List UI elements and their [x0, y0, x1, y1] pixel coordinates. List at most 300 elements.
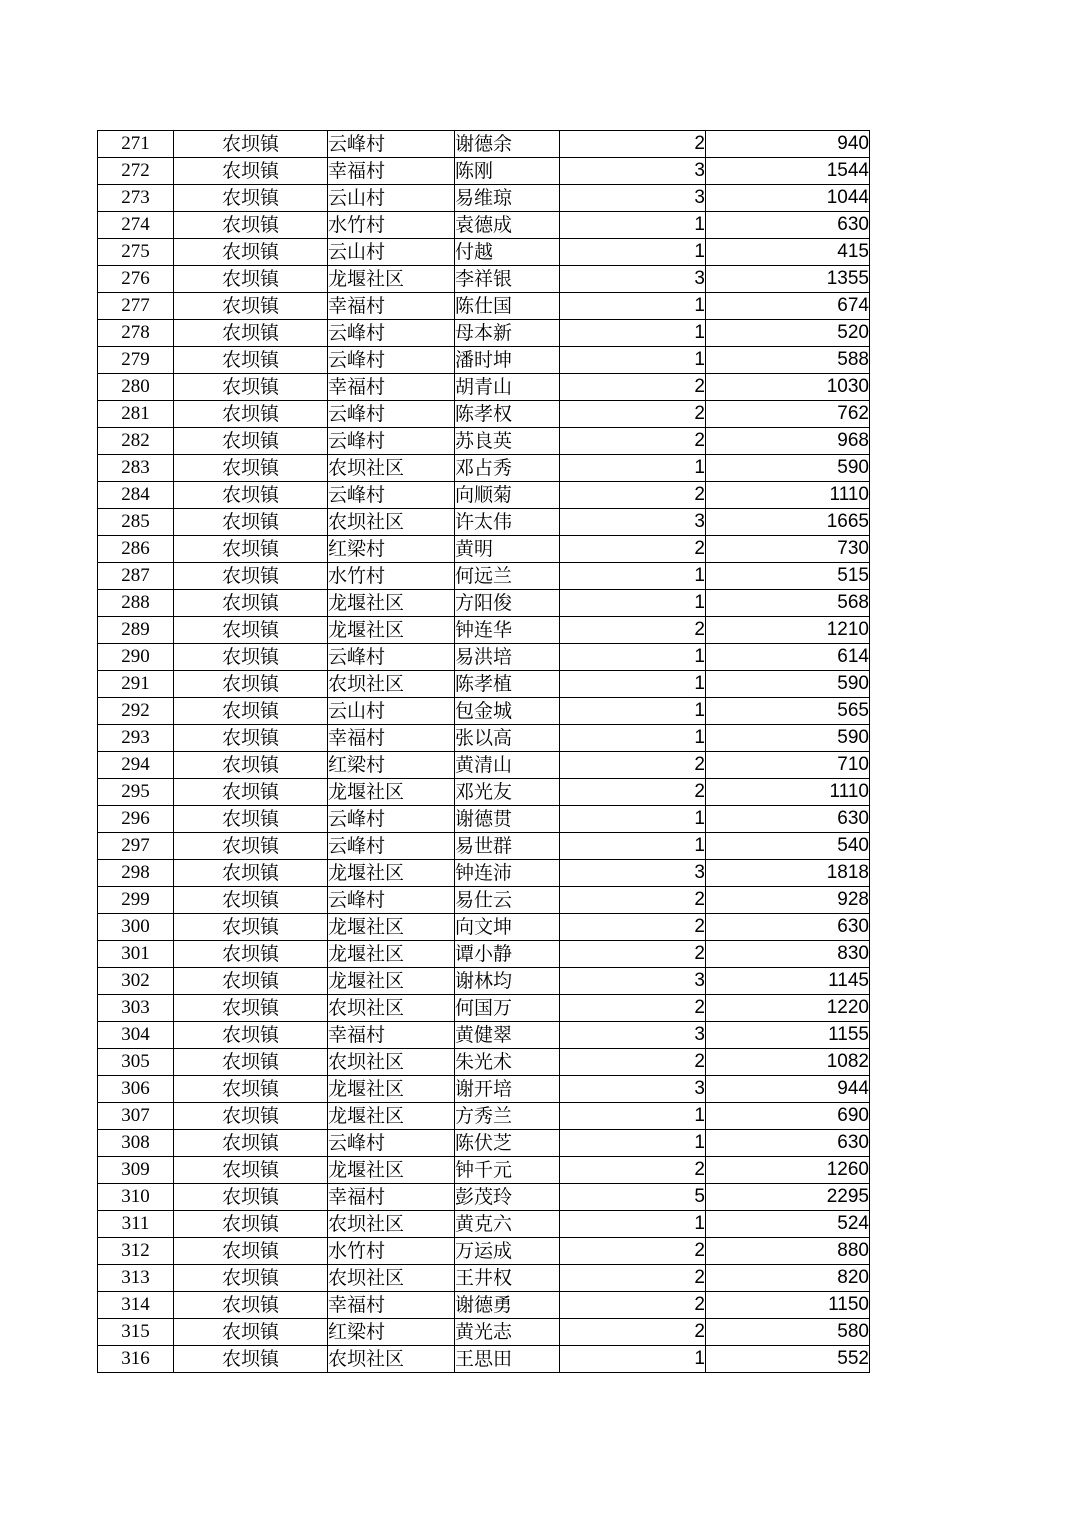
amount-cell: 524: [706, 1211, 870, 1238]
household-count-cell: 1: [560, 239, 706, 266]
town-cell: 农坝镇: [174, 1265, 328, 1292]
household-count-cell: 2: [560, 941, 706, 968]
town-cell: 农坝镇: [174, 617, 328, 644]
town-cell: 农坝镇: [174, 347, 328, 374]
name-cell: 方秀兰: [455, 1103, 560, 1130]
amount-cell: 1544: [706, 158, 870, 185]
household-count-cell: 1: [560, 347, 706, 374]
household-count-cell: 1: [560, 1103, 706, 1130]
name-cell: 何国万: [455, 995, 560, 1022]
household-count-cell: 2: [560, 1238, 706, 1265]
household-count-cell: 3: [560, 266, 706, 293]
village-cell: 云山村: [328, 185, 455, 212]
table-row: [98, 1319, 870, 1346]
table-row: [98, 158, 870, 185]
name-cell: 母本新: [455, 320, 560, 347]
town-cell: 农坝镇: [174, 482, 328, 509]
row-number-cell: 290: [98, 644, 174, 671]
town-cell: 农坝镇: [174, 428, 328, 455]
row-number-cell: 304: [98, 1022, 174, 1049]
name-cell: 陈孝植: [455, 671, 560, 698]
table-body: [98, 131, 870, 1373]
town-cell: 农坝镇: [174, 1103, 328, 1130]
village-cell: 云峰村: [328, 401, 455, 428]
household-count-cell: 1: [560, 833, 706, 860]
town-cell: 农坝镇: [174, 590, 328, 617]
name-cell: 许太伟: [455, 509, 560, 536]
table-row: [98, 131, 870, 158]
table-row: [98, 563, 870, 590]
row-number-cell: 289: [98, 617, 174, 644]
amount-cell: 730: [706, 536, 870, 563]
town-cell: 农坝镇: [174, 374, 328, 401]
town-cell: 农坝镇: [174, 131, 328, 158]
table-row: [98, 887, 870, 914]
amount-cell: 674: [706, 293, 870, 320]
household-count-cell: 3: [560, 968, 706, 995]
name-cell: 钟连华: [455, 617, 560, 644]
table-row: [98, 1265, 870, 1292]
name-cell: 易仕云: [455, 887, 560, 914]
town-cell: 农坝镇: [174, 320, 328, 347]
name-cell: 陈孝权: [455, 401, 560, 428]
amount-cell: 2295: [706, 1184, 870, 1211]
row-number-cell: 275: [98, 239, 174, 266]
household-count-cell: 3: [560, 860, 706, 887]
name-cell: 万运成: [455, 1238, 560, 1265]
household-count-cell: 2: [560, 482, 706, 509]
name-cell: 谢德贯: [455, 806, 560, 833]
name-cell: 何远兰: [455, 563, 560, 590]
amount-cell: 540: [706, 833, 870, 860]
amount-cell: 588: [706, 347, 870, 374]
town-cell: 农坝镇: [174, 1238, 328, 1265]
household-count-cell: 1: [560, 1346, 706, 1373]
name-cell: 谭小静: [455, 941, 560, 968]
row-number-cell: 313: [98, 1265, 174, 1292]
name-cell: 李祥银: [455, 266, 560, 293]
row-number-cell: 283: [98, 455, 174, 482]
amount-cell: 1818: [706, 860, 870, 887]
amount-cell: 1220: [706, 995, 870, 1022]
name-cell: 易世群: [455, 833, 560, 860]
table-row: [98, 1184, 870, 1211]
village-cell: 云峰村: [328, 833, 455, 860]
household-count-cell: 5: [560, 1184, 706, 1211]
household-count-cell: 2: [560, 617, 706, 644]
table-row: [98, 1076, 870, 1103]
table-row: [98, 374, 870, 401]
table-row: [98, 590, 870, 617]
household-count-cell: 2: [560, 1319, 706, 1346]
table-row: [98, 266, 870, 293]
row-number-cell: 274: [98, 212, 174, 239]
amount-cell: 944: [706, 1076, 870, 1103]
table-row: [98, 1103, 870, 1130]
village-cell: 幸福村: [328, 158, 455, 185]
row-number-cell: 282: [98, 428, 174, 455]
town-cell: 农坝镇: [174, 1049, 328, 1076]
village-cell: 云山村: [328, 698, 455, 725]
household-count-cell: 1: [560, 806, 706, 833]
table-row: [98, 644, 870, 671]
amount-cell: 1145: [706, 968, 870, 995]
household-count-cell: 2: [560, 779, 706, 806]
name-cell: 谢开培: [455, 1076, 560, 1103]
village-cell: 水竹村: [328, 212, 455, 239]
table-row: [98, 1022, 870, 1049]
town-cell: 农坝镇: [174, 158, 328, 185]
town-cell: 农坝镇: [174, 1022, 328, 1049]
village-cell: 云峰村: [328, 131, 455, 158]
row-number-cell: 297: [98, 833, 174, 860]
household-count-cell: 1: [560, 1211, 706, 1238]
row-number-cell: 271: [98, 131, 174, 158]
village-cell: 农坝社区: [328, 671, 455, 698]
village-cell: 龙堰社区: [328, 617, 455, 644]
household-count-cell: 1: [560, 455, 706, 482]
town-cell: 农坝镇: [174, 779, 328, 806]
village-cell: 龙堰社区: [328, 590, 455, 617]
household-count-cell: 2: [560, 1265, 706, 1292]
row-number-cell: 310: [98, 1184, 174, 1211]
village-cell: 云山村: [328, 239, 455, 266]
row-number-cell: 305: [98, 1049, 174, 1076]
table-row: [98, 455, 870, 482]
village-cell: 农坝社区: [328, 995, 455, 1022]
household-count-cell: 3: [560, 1022, 706, 1049]
village-cell: 水竹村: [328, 563, 455, 590]
village-cell: 龙堰社区: [328, 1076, 455, 1103]
village-cell: 云峰村: [328, 887, 455, 914]
name-cell: 苏良英: [455, 428, 560, 455]
amount-cell: 1665: [706, 509, 870, 536]
village-cell: 农坝社区: [328, 1265, 455, 1292]
household-count-cell: 1: [560, 644, 706, 671]
table-row: [98, 671, 870, 698]
household-count-cell: 2: [560, 401, 706, 428]
town-cell: 农坝镇: [174, 401, 328, 428]
row-number-cell: 316: [98, 1346, 174, 1373]
village-cell: 农坝社区: [328, 509, 455, 536]
household-count-cell: 2: [560, 995, 706, 1022]
amount-cell: 1110: [706, 482, 870, 509]
table-row: [98, 779, 870, 806]
row-number-cell: 306: [98, 1076, 174, 1103]
household-count-cell: 3: [560, 509, 706, 536]
table-row: [98, 428, 870, 455]
town-cell: 农坝镇: [174, 887, 328, 914]
household-count-cell: 1: [560, 671, 706, 698]
amount-cell: 1210: [706, 617, 870, 644]
name-cell: 谢德余: [455, 131, 560, 158]
table-row: [98, 185, 870, 212]
amount-cell: 1150: [706, 1292, 870, 1319]
name-cell: 黄克六: [455, 1211, 560, 1238]
name-cell: 彭茂玲: [455, 1184, 560, 1211]
amount-cell: 1030: [706, 374, 870, 401]
household-count-cell: 2: [560, 428, 706, 455]
name-cell: 朱光术: [455, 1049, 560, 1076]
household-count-cell: 2: [560, 1157, 706, 1184]
row-number-cell: 272: [98, 158, 174, 185]
name-cell: 钟千元: [455, 1157, 560, 1184]
village-cell: 幸福村: [328, 725, 455, 752]
village-cell: 云峰村: [328, 644, 455, 671]
town-cell: 农坝镇: [174, 1184, 328, 1211]
row-number-cell: 280: [98, 374, 174, 401]
village-cell: 云峰村: [328, 428, 455, 455]
name-cell: 张以高: [455, 725, 560, 752]
row-number-cell: 296: [98, 806, 174, 833]
town-cell: 农坝镇: [174, 563, 328, 590]
table-row: [98, 1157, 870, 1184]
town-cell: 农坝镇: [174, 266, 328, 293]
amount-cell: 830: [706, 941, 870, 968]
row-number-cell: 314: [98, 1292, 174, 1319]
village-cell: 龙堰社区: [328, 860, 455, 887]
village-cell: 云峰村: [328, 1130, 455, 1157]
amount-cell: 940: [706, 131, 870, 158]
name-cell: 易洪培: [455, 644, 560, 671]
village-cell: 龙堰社区: [328, 914, 455, 941]
village-cell: 幸福村: [328, 293, 455, 320]
table-row: [98, 320, 870, 347]
row-number-cell: 315: [98, 1319, 174, 1346]
row-number-cell: 295: [98, 779, 174, 806]
household-count-cell: 2: [560, 887, 706, 914]
row-number-cell: 273: [98, 185, 174, 212]
row-number-cell: 277: [98, 293, 174, 320]
amount-cell: 630: [706, 914, 870, 941]
row-number-cell: 287: [98, 563, 174, 590]
town-cell: 农坝镇: [174, 293, 328, 320]
name-cell: 易维琼: [455, 185, 560, 212]
amount-cell: 590: [706, 455, 870, 482]
town-cell: 农坝镇: [174, 1130, 328, 1157]
row-number-cell: 300: [98, 914, 174, 941]
village-cell: 云峰村: [328, 482, 455, 509]
amount-cell: 580: [706, 1319, 870, 1346]
name-cell: 邓光友: [455, 779, 560, 806]
name-cell: 胡青山: [455, 374, 560, 401]
row-number-cell: 312: [98, 1238, 174, 1265]
row-number-cell: 281: [98, 401, 174, 428]
amount-cell: 614: [706, 644, 870, 671]
amount-cell: 630: [706, 1130, 870, 1157]
village-cell: 云峰村: [328, 806, 455, 833]
amount-cell: 762: [706, 401, 870, 428]
name-cell: 邓占秀: [455, 455, 560, 482]
amount-cell: 590: [706, 725, 870, 752]
amount-cell: 1260: [706, 1157, 870, 1184]
household-count-cell: 3: [560, 1076, 706, 1103]
name-cell: 包金城: [455, 698, 560, 725]
row-number-cell: 279: [98, 347, 174, 374]
amount-cell: 565: [706, 698, 870, 725]
amount-cell: 820: [706, 1265, 870, 1292]
household-count-cell: 2: [560, 914, 706, 941]
table-row: [98, 1346, 870, 1373]
table-row: [98, 914, 870, 941]
town-cell: 农坝镇: [174, 968, 328, 995]
table-row: [98, 860, 870, 887]
amount-cell: 690: [706, 1103, 870, 1130]
household-count-cell: 1: [560, 293, 706, 320]
name-cell: 黄清山: [455, 752, 560, 779]
amount-cell: 630: [706, 212, 870, 239]
household-count-cell: 2: [560, 1292, 706, 1319]
town-cell: 农坝镇: [174, 455, 328, 482]
row-number-cell: 293: [98, 725, 174, 752]
table-row: [98, 806, 870, 833]
town-cell: 农坝镇: [174, 698, 328, 725]
village-cell: 龙堰社区: [328, 968, 455, 995]
amount-cell: 880: [706, 1238, 870, 1265]
table-row: [98, 401, 870, 428]
town-cell: 农坝镇: [174, 914, 328, 941]
table-row: [98, 995, 870, 1022]
name-cell: 谢林均: [455, 968, 560, 995]
row-number-cell: 294: [98, 752, 174, 779]
table-row: [98, 698, 870, 725]
name-cell: 向顺菊: [455, 482, 560, 509]
table-row: [98, 833, 870, 860]
row-number-cell: 302: [98, 968, 174, 995]
amount-cell: 520: [706, 320, 870, 347]
table-row: [98, 1292, 870, 1319]
table-row: [98, 968, 870, 995]
town-cell: 农坝镇: [174, 860, 328, 887]
amount-cell: 515: [706, 563, 870, 590]
row-number-cell: 285: [98, 509, 174, 536]
table-row: [98, 482, 870, 509]
row-number-cell: 301: [98, 941, 174, 968]
table-row: [98, 536, 870, 563]
row-number-cell: 307: [98, 1103, 174, 1130]
table-row: [98, 1211, 870, 1238]
town-cell: 农坝镇: [174, 1076, 328, 1103]
name-cell: 陈伏芝: [455, 1130, 560, 1157]
village-cell: 云峰村: [328, 320, 455, 347]
town-cell: 农坝镇: [174, 1157, 328, 1184]
amount-cell: 968: [706, 428, 870, 455]
village-cell: 云峰村: [328, 347, 455, 374]
town-cell: 农坝镇: [174, 185, 328, 212]
amount-cell: 1044: [706, 185, 870, 212]
village-cell: 幸福村: [328, 1022, 455, 1049]
row-number-cell: 286: [98, 536, 174, 563]
amount-cell: 1155: [706, 1022, 870, 1049]
row-number-cell: 303: [98, 995, 174, 1022]
table-row: [98, 725, 870, 752]
row-number-cell: 291: [98, 671, 174, 698]
row-number-cell: 309: [98, 1157, 174, 1184]
village-cell: 农坝社区: [328, 1211, 455, 1238]
table-row: [98, 347, 870, 374]
name-cell: 谢德勇: [455, 1292, 560, 1319]
name-cell: 向文坤: [455, 914, 560, 941]
town-cell: 农坝镇: [174, 806, 328, 833]
table-row: [98, 941, 870, 968]
household-count-cell: 2: [560, 374, 706, 401]
household-count-cell: 2: [560, 131, 706, 158]
village-cell: 幸福村: [328, 1184, 455, 1211]
household-count-cell: 3: [560, 185, 706, 212]
village-cell: 农坝社区: [328, 1049, 455, 1076]
table-row: [98, 617, 870, 644]
village-cell: 红梁村: [328, 752, 455, 779]
household-count-cell: 1: [560, 563, 706, 590]
town-cell: 农坝镇: [174, 1346, 328, 1373]
town-cell: 农坝镇: [174, 1319, 328, 1346]
data-table: [97, 130, 870, 1373]
name-cell: 陈刚: [455, 158, 560, 185]
household-count-cell: 1: [560, 725, 706, 752]
name-cell: 王思田: [455, 1346, 560, 1373]
row-number-cell: 298: [98, 860, 174, 887]
row-number-cell: 284: [98, 482, 174, 509]
name-cell: 王井权: [455, 1265, 560, 1292]
name-cell: 黄光志: [455, 1319, 560, 1346]
table-row: [98, 1049, 870, 1076]
table-row: [98, 509, 870, 536]
town-cell: 农坝镇: [174, 833, 328, 860]
amount-cell: 630: [706, 806, 870, 833]
name-cell: 钟连沛: [455, 860, 560, 887]
village-cell: 水竹村: [328, 1238, 455, 1265]
amount-cell: 710: [706, 752, 870, 779]
village-cell: 幸福村: [328, 1292, 455, 1319]
amount-cell: 590: [706, 671, 870, 698]
name-cell: 黄健翠: [455, 1022, 560, 1049]
table-row: [98, 212, 870, 239]
name-cell: 袁德成: [455, 212, 560, 239]
amount-cell: 415: [706, 239, 870, 266]
row-number-cell: 308: [98, 1130, 174, 1157]
amount-cell: 568: [706, 590, 870, 617]
name-cell: 潘时坤: [455, 347, 560, 374]
amount-cell: 1082: [706, 1049, 870, 1076]
village-cell: 龙堰社区: [328, 941, 455, 968]
name-cell: 方阳俊: [455, 590, 560, 617]
row-number-cell: 311: [98, 1211, 174, 1238]
village-cell: 红梁村: [328, 1319, 455, 1346]
table-row: [98, 1238, 870, 1265]
table-row: [98, 1130, 870, 1157]
table-row: [98, 239, 870, 266]
name-cell: 陈仕国: [455, 293, 560, 320]
amount-cell: 552: [706, 1346, 870, 1373]
table-row: [98, 293, 870, 320]
village-cell: 龙堰社区: [328, 1157, 455, 1184]
amount-cell: 1110: [706, 779, 870, 806]
village-cell: 幸福村: [328, 374, 455, 401]
household-count-cell: 1: [560, 212, 706, 239]
household-count-cell: 1: [560, 1130, 706, 1157]
row-number-cell: 299: [98, 887, 174, 914]
town-cell: 农坝镇: [174, 725, 328, 752]
town-cell: 农坝镇: [174, 671, 328, 698]
name-cell: 付越: [455, 239, 560, 266]
row-number-cell: 276: [98, 266, 174, 293]
household-count-cell: 2: [560, 1049, 706, 1076]
household-count-cell: 2: [560, 536, 706, 563]
household-count-cell: 1: [560, 698, 706, 725]
household-count-cell: 3: [560, 158, 706, 185]
table-row: [98, 752, 870, 779]
village-cell: 农坝社区: [328, 1346, 455, 1373]
